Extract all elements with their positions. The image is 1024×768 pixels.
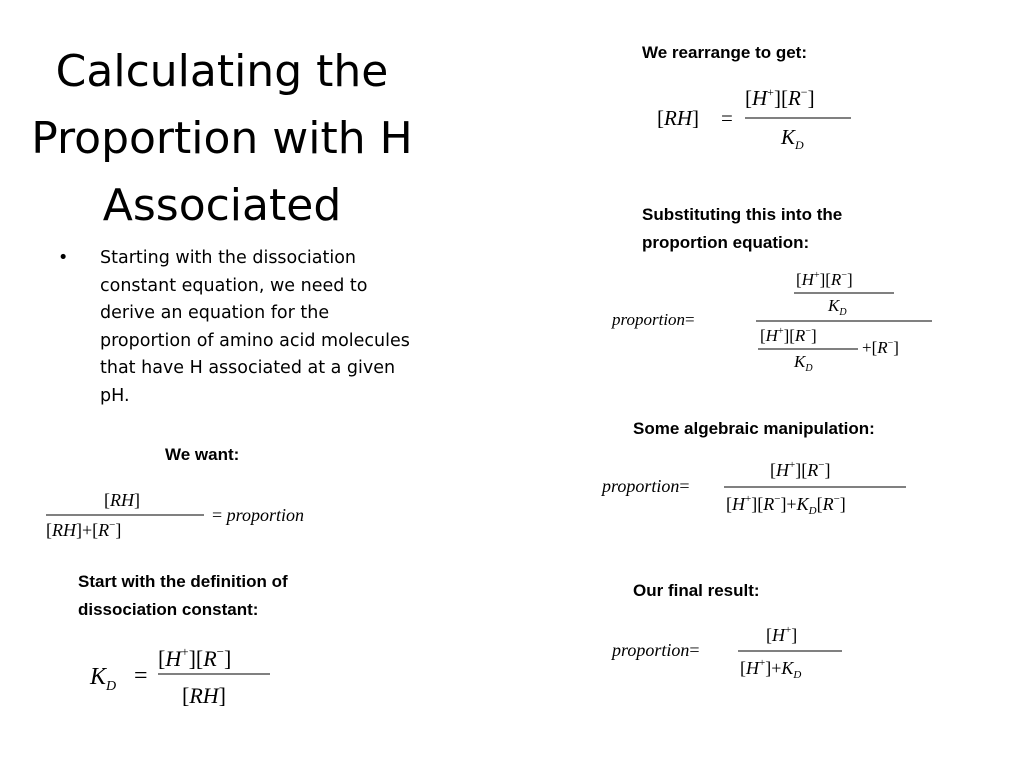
svg-text:[H+]+KD: $[H^+]+K_D$ [740, 657, 802, 681]
svg-text:proportion=: proportion= [612, 640, 700, 660]
svg-text:proportion=: proportion= [602, 476, 690, 496]
svg-text:= proportion: = proportion [212, 505, 304, 525]
equation-final [610, 620, 850, 685]
svg-text:KD: $K_D$ [828, 296, 847, 318]
svg-text:=: = [721, 106, 733, 130]
svg-text:+[R−]: +[R−] [862, 338, 899, 357]
slide-title [8, 38, 436, 239]
svg-text:KD: $K_D$ [781, 125, 804, 152]
svg-text:[H+]: [H+] [766, 624, 798, 645]
svg-text:[RH]+[R−]: [RH]+[R−] [46, 519, 122, 540]
equation-rearranged [655, 80, 865, 160]
bullet-point [58, 245, 418, 410]
svg-text:[RH]: [RH] [657, 106, 699, 130]
label-we-want: We want: [165, 445, 240, 464]
equation-manipulated [600, 456, 920, 521]
label-algebraic: Some algebraic manipulation: [633, 419, 875, 438]
label-substituting: Substituting this into the proportion equation: [642, 205, 843, 252]
svg-text:=: = [134, 663, 148, 689]
bullet-dot-icon: • [58, 248, 69, 268]
svg-text:[H+][R−]: [H+][R−] [158, 644, 232, 671]
label-rearrange: We rearrange to get: [642, 43, 808, 62]
title-line-3: Associated [102, 180, 342, 231]
svg-text:proportion=: proportion= [612, 310, 695, 329]
svg-text:[RH]: [RH] [104, 490, 140, 510]
eq-src-want [0, 0, 1, 1]
label-final-result: Our final result: [633, 581, 760, 600]
equation-kd-definition [88, 637, 288, 717]
svg-text:KD: $K_D$ [90, 664, 117, 694]
title-line-1: Calculating the [55, 46, 389, 97]
title-line-2: Proportion with H [31, 113, 413, 164]
svg-text:[H+][R−]: [H+][R−] [796, 270, 853, 289]
svg-text:KD: $K_D$ [794, 352, 813, 374]
equation-want [40, 485, 320, 550]
equation-text-sources [0, 0, 1, 1]
svg-text:[H+][R−]: [H+][R−] [760, 326, 817, 345]
svg-text:[H+][R−]+KD[R−]: $[H^+][R^-]+K_D[R^-]$ [726, 493, 846, 517]
svg-text:[H+][R−]: [H+][R−] [745, 85, 815, 110]
bullet-text: Starting with the dissociation constant equation, we need to derive an equation for the proportion of amino acid molecules that have H associated at a given pH. [100, 248, 410, 406]
label-start-definition: Start with the definition of dissociation constant: [78, 572, 288, 619]
svg-text:[RH]: [RH] [182, 683, 226, 708]
equation-substituted [610, 263, 940, 378]
svg-text:[H+][R−]: [H+][R−] [770, 459, 831, 480]
